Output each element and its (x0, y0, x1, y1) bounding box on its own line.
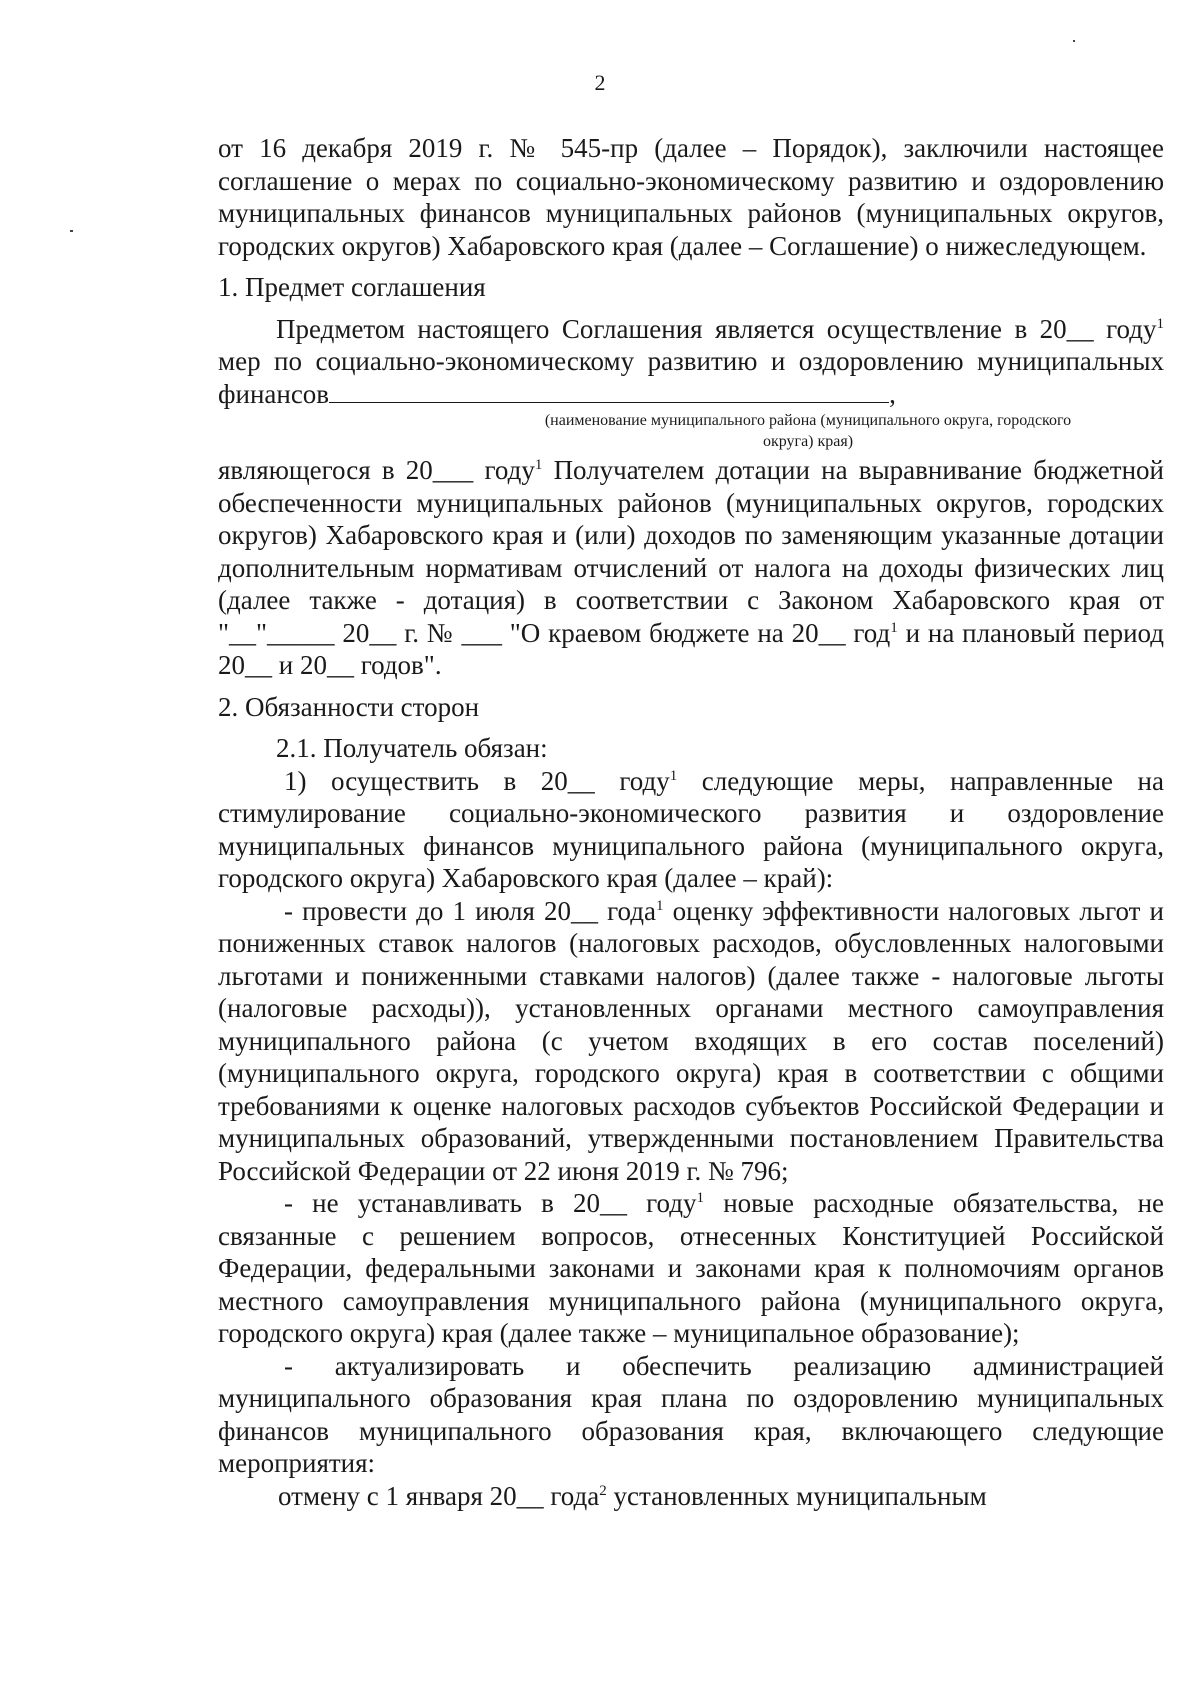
subsection-2-1: 2.1. Получатель обязан: (276, 733, 548, 763)
footnote-mark: 2 (599, 1482, 607, 1499)
footnote-mark: 1 (655, 897, 664, 914)
footnote-mark: 1 (890, 619, 898, 636)
footnote-mark: 1 (534, 457, 543, 473)
scan-speck (70, 230, 73, 232)
footnote-mark: 1 (696, 1190, 705, 1206)
section-1-title: 1. Предмет соглашения (218, 272, 486, 302)
section-1-paragraph-2: являющегося в 20___ году$^1$ Получателем дотации на выравнивание бюджетной обеспеченности муниципальных районов (муниципальных округов, городских округов) Хабаровского края и (или) доходов по заменяющим указанные дотации дополнительным нормативам отчислений от налога на доходы физических лиц (далее также - дотация) в соответствии с Законом Хабаровского края от "__"_____ 20__ г. № ___ "О краевом бюджете на 20__ год$^1$ и на плановый период 20__ и 20__ годов". (218, 455, 1164, 680)
scan-speck (1073, 40, 1075, 42)
document-body (218, 132, 1164, 1512)
section-1-paragraph-1: Предметом настоящего Соглашения является осуществление в 20__ году$^1$ мер по социально-экономическому развитию и оздоровлению муниципальных финансов , (218, 313, 1164, 409)
item-1: 1) осуществить в 20__ году$^1$ следующие меры, направленные на стимулирование социально-экономического развития и оздоровление муниципальных финансов муниципального района (муниципального округа, городского округа) Хабаровского края (далее – край): (218, 765, 1164, 893)
footnote-mark: 1 (1156, 315, 1164, 332)
bullet-2: - не устанавливать в 20__ году$^1$ новые расходные обязательства, не связанные с решением вопросов, отнесенных Конституцией Российской Федерации, федеральными законами и законами края к полномочиям органов местного самоуправления муниципального района (муниципального округа, городского округа) края (далее также – муниципальное образование); (218, 1188, 1164, 1348)
blank-caption: (наименование муниципального района (муниципального округа, городского округа) края) (544, 412, 1072, 450)
fill-in-blank (329, 380, 889, 403)
footnote-mark: 1 (669, 767, 678, 784)
bullet-3: - актуализировать и обеспечить реализацию администрацией муниципального образования края плана по оздоровлению муниципальных финансов муниципального образования края, включающего следующие мероприятия: (218, 1350, 1164, 1478)
bullet-1: - провести до 1 июля 20__ года$^1$ оценку эффективности налоговых льгот и пониженных ставок налогов (налоговых расходов, обусловленных налоговыми льготами и пониженными ставками налогов) (далее также - налоговые льготы (налоговые расходы)), установленных органами местного самоуправления муниципального района (с учетом входящих в его состав поселений) (муниципального округа, городского округа) края в соответствии с общими требованиями к оценке налоговых расходов субъектов Российской Федерации и муниципальных образований, утвержденными постановлением Правительства Российской Федерации от 22 июня 2019 г. № 796; (218, 895, 1165, 1186)
page-number: 2 (594, 70, 606, 95)
last-line: отмену с 1 января 20__ года$^2$ установленных муниципальным (278, 1480, 987, 1511)
section-2-title: 2. Обязанности сторон (218, 691, 480, 722)
intro-paragraph: от 16 декабря 2019 г. № 545-пр (далее – Порядок), заключили настоящее соглашение о мерах по социально-экономическому развитию и оздоровлению муниципальных финансов муниципальных районов (муниципальных округов, городских округов) Хабаровского края (далее – Соглашение) о нижеследующем. (218, 133, 1164, 261)
